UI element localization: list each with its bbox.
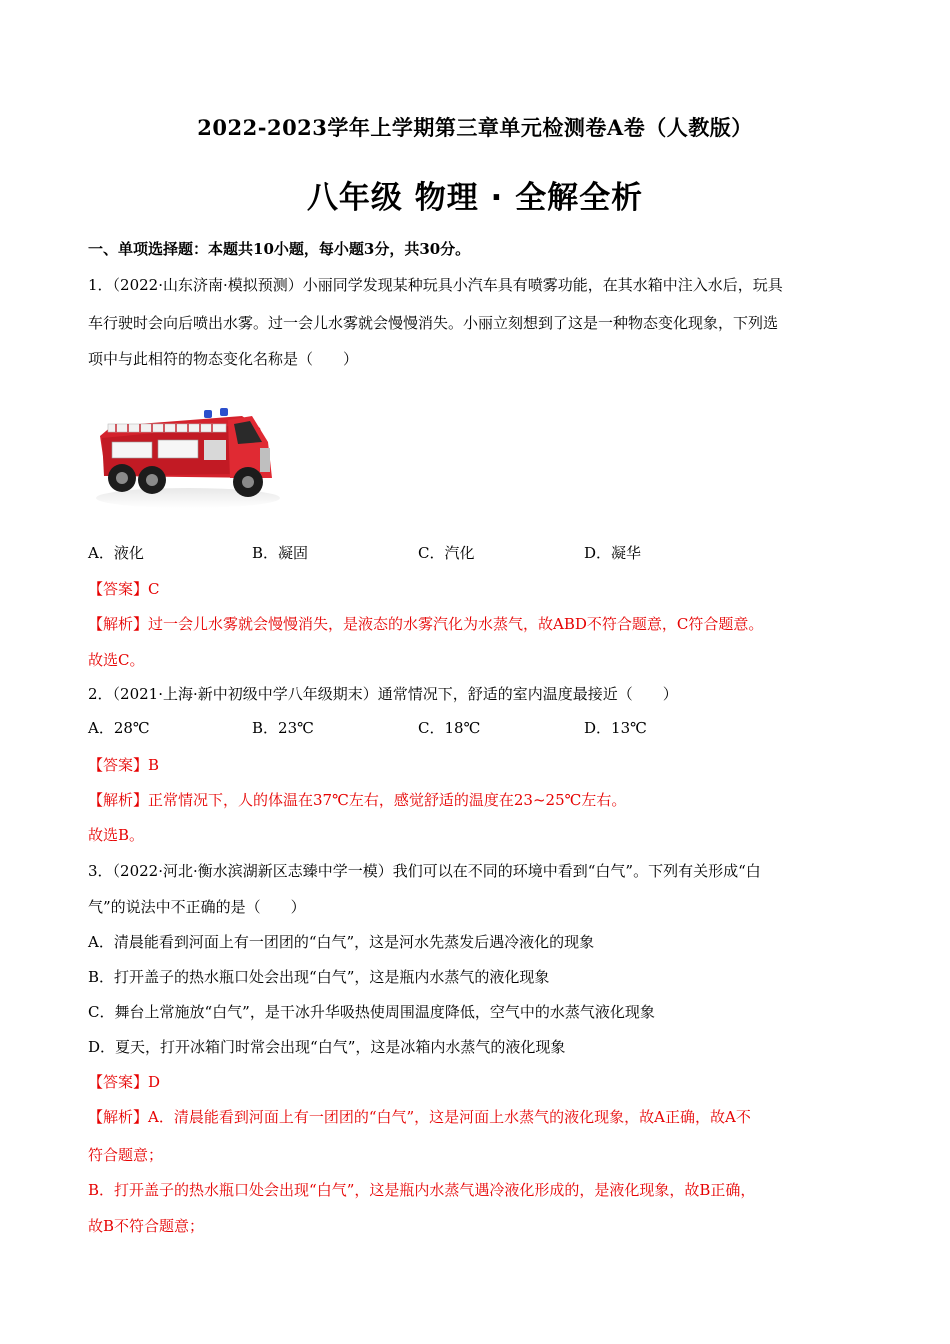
q1-option-b: B．凝固 [252, 544, 309, 562]
q1-answer: 【答案】C [88, 580, 160, 598]
q1-analysis-line2: 故选C。 [88, 651, 145, 669]
q3-answer: 【答案】D [88, 1073, 161, 1091]
section-heading: 一、单项选择题：本题共10小题，每小题3分，共30分。 [88, 240, 471, 258]
q1-analysis-line1: 【解析】过一会儿水雾就会慢慢消失，是液态的水雾汽化为水蒸气，故ABD不符合题意，C符合题意。 [88, 615, 764, 633]
q3-analysis-line3: B．打开盖子的热水瓶口处会出现“白气”，这是瓶内水蒸气遇冷液化形成的，是液化现象，故B正确， [88, 1181, 756, 1199]
q3-option-d: D．夏天，打开冰箱门时常会出现“白气”，这是冰箱内水蒸气的液化现象 [88, 1038, 566, 1056]
q2-option-d: D．13℃ [584, 719, 647, 737]
q1-option-c: C．汽化 [418, 544, 475, 562]
toy-fire-truck-icon [92, 386, 284, 512]
q2-analysis-line1: 【解析】正常情况下，人的体温在37℃左右，感觉舒适的温度在23~25℃左右。 [88, 791, 627, 809]
q3-analysis-line2: 符合题意； [88, 1146, 164, 1164]
q1-stem-line3: 项中与此相符的物态变化名称是（ ） [88, 350, 359, 368]
q3-analysis-line1: 【解析】A．清晨能看到河面上有一团团的“白气”，这是河面上水蒸气的液化现象，故A正确，故A不 [88, 1108, 751, 1126]
q2-option-a: A．28℃ [88, 719, 150, 737]
q3-stem-line1: 3．（2022·河北·衡水滨湖新区志臻中学一模）我们可以在不同的环境中看到“白气”。下列有关形成“白 [88, 862, 761, 880]
q3-analysis-line4: 故B不符合题意； [88, 1217, 205, 1235]
q2-analysis-line2: 故选B。 [88, 826, 145, 844]
q3-option-b: B．打开盖子的热水瓶口处会出现“白气”，这是瓶内水蒸气的液化现象 [88, 968, 550, 986]
document-title: 2022-2023学年上学期第三章单元检测卷A卷（人教版） [197, 115, 753, 140]
q1-stem-line2: 车行驶时会向后喷出水雾。过一会儿水雾就会慢慢消失。小丽立刻想到了这是一种物态变化现象，下列选 [88, 314, 779, 332]
q1-option-a: A．液化 [88, 544, 144, 562]
q1-option-d: D．凝华 [584, 544, 642, 562]
q1-stem-line1: 1．（2022·山东济南·模拟预测）小丽同学发现某种玩具小汽车具有喷雾功能，在其水箱中注入水后，玩具 [88, 276, 783, 294]
document-subtitle: 八年级 物理 · 全解全析 [306, 180, 644, 216]
q2-option-b: B．23℃ [252, 719, 314, 737]
q3-option-a: A．清晨能看到河面上有一团团的“白气”，这是河水先蒸发后遇冷液化的现象 [88, 933, 595, 951]
q3-option-c: C．舞台上常施放“白气”，是干冰升华吸热使周围温度降低，空气中的水蒸气液化现象 [88, 1003, 655, 1021]
q2-option-c: C．18℃ [418, 719, 481, 737]
q3-stem-line2: 气”的说法中不正确的是（ ） [88, 898, 306, 916]
q2-answer: 【答案】B [88, 756, 160, 774]
q2-stem-line1: 2．（2021·上海·新中初级中学八年级期末）通常情况下，舒适的室内温度最接近（ ） [88, 685, 678, 703]
